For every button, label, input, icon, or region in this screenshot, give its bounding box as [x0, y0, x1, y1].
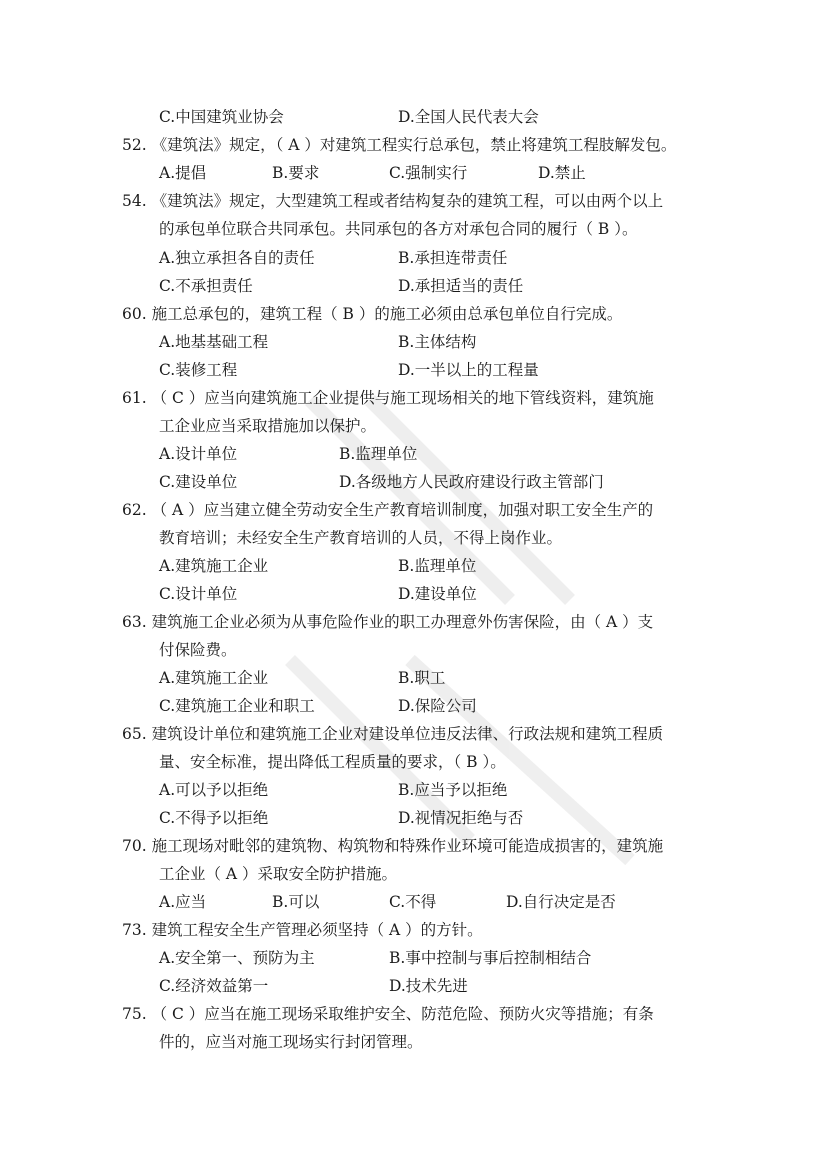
line-text: D.视情况拒绝与否 — [398, 809, 524, 827]
line-text: 70. 施工现场对毗邻的建筑物、构筑物和特殊作业环境可能造成损害的，建筑施 — [122, 837, 664, 855]
line-text: B.要求 — [272, 164, 320, 182]
line-text: 52. 《建筑法》规定，（ A ）对建筑工程实行总承包，禁止将建筑工程肢解发包。 — [122, 136, 677, 154]
line-text: C.不得予以拒绝 — [159, 809, 269, 827]
line-text: C.建筑施工企业和职工 — [159, 697, 315, 715]
line-text: B.监理单位 — [398, 557, 477, 575]
line-text: D.一半以上的工程量 — [398, 361, 539, 379]
line-text: C.设计单位 — [159, 585, 238, 603]
line-text: C.建设单位 — [159, 473, 238, 491]
line-text: D.技术先进 — [389, 977, 468, 995]
line-text: 教育培训；未经安全生产教育培训的人员，不得上岗作业。 — [159, 529, 563, 547]
line-text: 54. 《建筑法》规定，大型建筑工程或者结构复杂的建筑工程，可以由两个以上 — [122, 192, 664, 210]
line-text: A.可以予以拒绝 — [159, 781, 269, 799]
line-text: 的承包单位联合共同承包。共同承包的各方对承包合同的履行（ B ）。 — [159, 220, 638, 238]
line-text: C.强制实行 — [389, 164, 468, 182]
line-text: 63. 建筑施工企业必须为从事危险作业的职工办理意外伤害保险，由（ A ）支 — [122, 613, 654, 631]
line-text: D.禁止 — [538, 164, 586, 182]
line-text: 工企业应当采取措施加以保护。 — [159, 417, 377, 435]
line-text: D.承担适当的责任 — [398, 277, 524, 295]
line-text: B.事中控制与事后控制相结合 — [389, 949, 592, 967]
line-text: 工企业（ A ）采取安全防护措施。 — [159, 865, 398, 883]
line-text: 62. （ A ）应当建立健全劳动安全生产教育培训制度，加强对职工安全生产的 — [122, 501, 654, 519]
line-text: B.可以 — [272, 893, 320, 911]
line-text: 量、安全标准，提出降低工程质量的要求，（ B ）。 — [159, 753, 506, 771]
line-text: B.承担连带责任 — [398, 249, 508, 267]
line-text: 付保险费。 — [159, 641, 237, 659]
line-text: B.应当予以拒绝 — [398, 781, 508, 799]
line-text: C.不得 — [389, 893, 437, 911]
line-text: 73. 建筑工程安全生产管理必须坚持（ A ）的方针。 — [122, 921, 483, 939]
line-text: C.经济效益第一 — [159, 977, 269, 995]
line-text: 75. （ C ）应当在施工现场采取维护安全、防范危险、预防火灾等措施；有条 — [122, 1005, 654, 1023]
line-text: D.建设单位 — [398, 585, 477, 603]
line-text: C.装修工程 — [159, 361, 238, 379]
line-text: A.建筑施工企业 — [159, 557, 269, 575]
line-text: A.提倡 — [159, 164, 207, 182]
line-text: A.独立承担各自的责任 — [159, 249, 315, 267]
line-text: A.地基基础工程 — [159, 333, 269, 351]
line-text: 65. 建筑设计单位和建筑施工企业对建设单位违反法律、行政法规和建筑工程质 — [122, 725, 664, 743]
line-text: A.建筑施工企业 — [159, 669, 269, 687]
line-text: D.各级地方人民政府建设行政主管部门 — [339, 473, 604, 491]
line-text: B.职工 — [398, 669, 446, 687]
line-text: A.应当 — [159, 893, 207, 911]
line-text: 61. （ C ）应当向建筑施工企业提供与施工现场相关的地下管线资料，建筑施 — [122, 389, 654, 407]
line-text: B.监理单位 — [339, 445, 418, 463]
line-text: B.主体结构 — [398, 333, 477, 351]
line-text: D.保险公司 — [398, 697, 477, 715]
line-text: A.安全第一、预防为主 — [159, 949, 315, 967]
line-text: C.中国建筑业协会 — [159, 108, 284, 126]
line-text: C.不承担责任 — [159, 277, 253, 295]
line-text: D.全国人民代表大会 — [398, 108, 539, 126]
line-text: 60. 施工总承包的，建筑工程（ B ）的施工必须由总承包单位自行完成。 — [122, 305, 623, 323]
line-text: D.自行决定是否 — [506, 893, 616, 911]
line-text: A.设计单位 — [159, 445, 238, 463]
line-text: 件的，应当对施工现场实行封闭管理。 — [159, 1033, 423, 1051]
